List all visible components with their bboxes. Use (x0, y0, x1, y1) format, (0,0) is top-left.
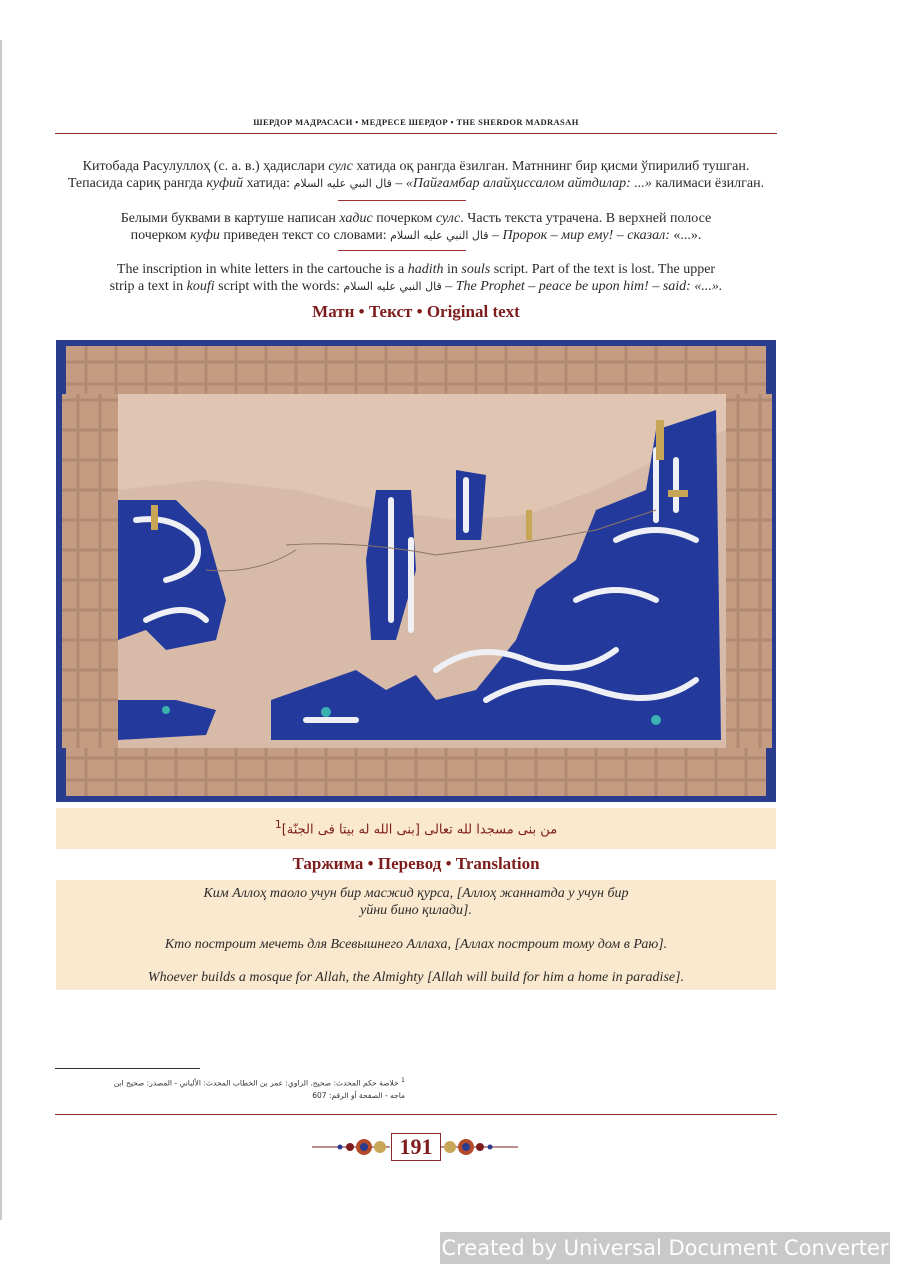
tile-inscription-photo (56, 340, 776, 802)
footnote-divider (55, 1068, 200, 1069)
footnote: $^1$ خلاصة حكم المحدث: صحيح. الراوي: عمر بن الخطاب المحدث: الألباني - المصدر: صحيح ابن ماجه - الصفحة أو الرقم: 607 (113, 1077, 405, 1100)
intro-english: The inscription in white letters in the cartouche is a hadith in souls script. Part of the text is lost. The upper strip a text in koufi script with the words: قال النبي عليه السلام – The Prophet – peace be upon him! – said: «...». (109, 262, 723, 294)
original-text-heading: Матн • Текст • Original text (312, 302, 520, 321)
footnote-number: 1 (401, 1077, 405, 1084)
page-edge-line (0, 40, 2, 1220)
header-divider (55, 133, 777, 134)
ornament-right-icon (440, 1134, 518, 1160)
running-header: ШЕРДОР МАДРАСАСИ • МЕДРЕСЕ ШЕРДОР • THE SHERDOR MADRASAH (253, 117, 579, 127)
arabic-original-text: من بنى مسجدا لله تعالى [بنى الله له بيتا فى الجنّة]$^1$ (274, 818, 558, 838)
intro-russian: Белыми буквами в картуше написан хадис почерком сулс. Часть текста утрачена. В верхней полосе почерком куфи приведен текст со словами: قال النبي عليه السلام – Пророк – мир ему! – сказал: «...». (120, 211, 712, 243)
page-number: 191 (391, 1133, 441, 1161)
divider (338, 200, 466, 201)
ornament-left-icon (312, 1134, 390, 1160)
translation-uzbek-line1: Ким Аллоҳ таоло учун бир масжид қурса, [Аллоҳ жаннатда у учун бир (203, 886, 629, 901)
translation-english: Whoever builds a mosque for Allah, the Almighty [Allah will build for him a home in paradise]. (147, 970, 685, 985)
footer-divider (55, 1114, 777, 1115)
arabic-phrase: قال النبي عليه السلام (343, 280, 442, 293)
arabic-phrase: قال النبي عليه السلام (293, 177, 392, 190)
translation-russian: Кто построит мечеть для Всевышнего Аллаха, [Аллах построит тому дом в Раю]. (164, 937, 668, 952)
translation-heading: Таржима • Перевод • Translation (292, 854, 540, 873)
converter-watermark: Created by Universal Document Converter (440, 1232, 890, 1264)
arabic-phrase: قال النبي عليه السلام (390, 229, 489, 242)
footnote-marker: 1 (274, 818, 282, 831)
intro-uzbek: Китобада Расулуллоҳ (с. а. в.) ҳадислари сулс хатида оқ рангда ёзилган. Матннинг бир қисми ўпирилиб тушган. Тепасида сариқ рангда куфий хатида: قال النبي عليه السلام – «Пайғамбар алайҳиссалом айтдилар: ...» калимаси ёзилган. (67, 159, 765, 191)
translation-uzbek-line2: уйни бино қилади]. (360, 903, 472, 918)
divider (338, 250, 466, 251)
